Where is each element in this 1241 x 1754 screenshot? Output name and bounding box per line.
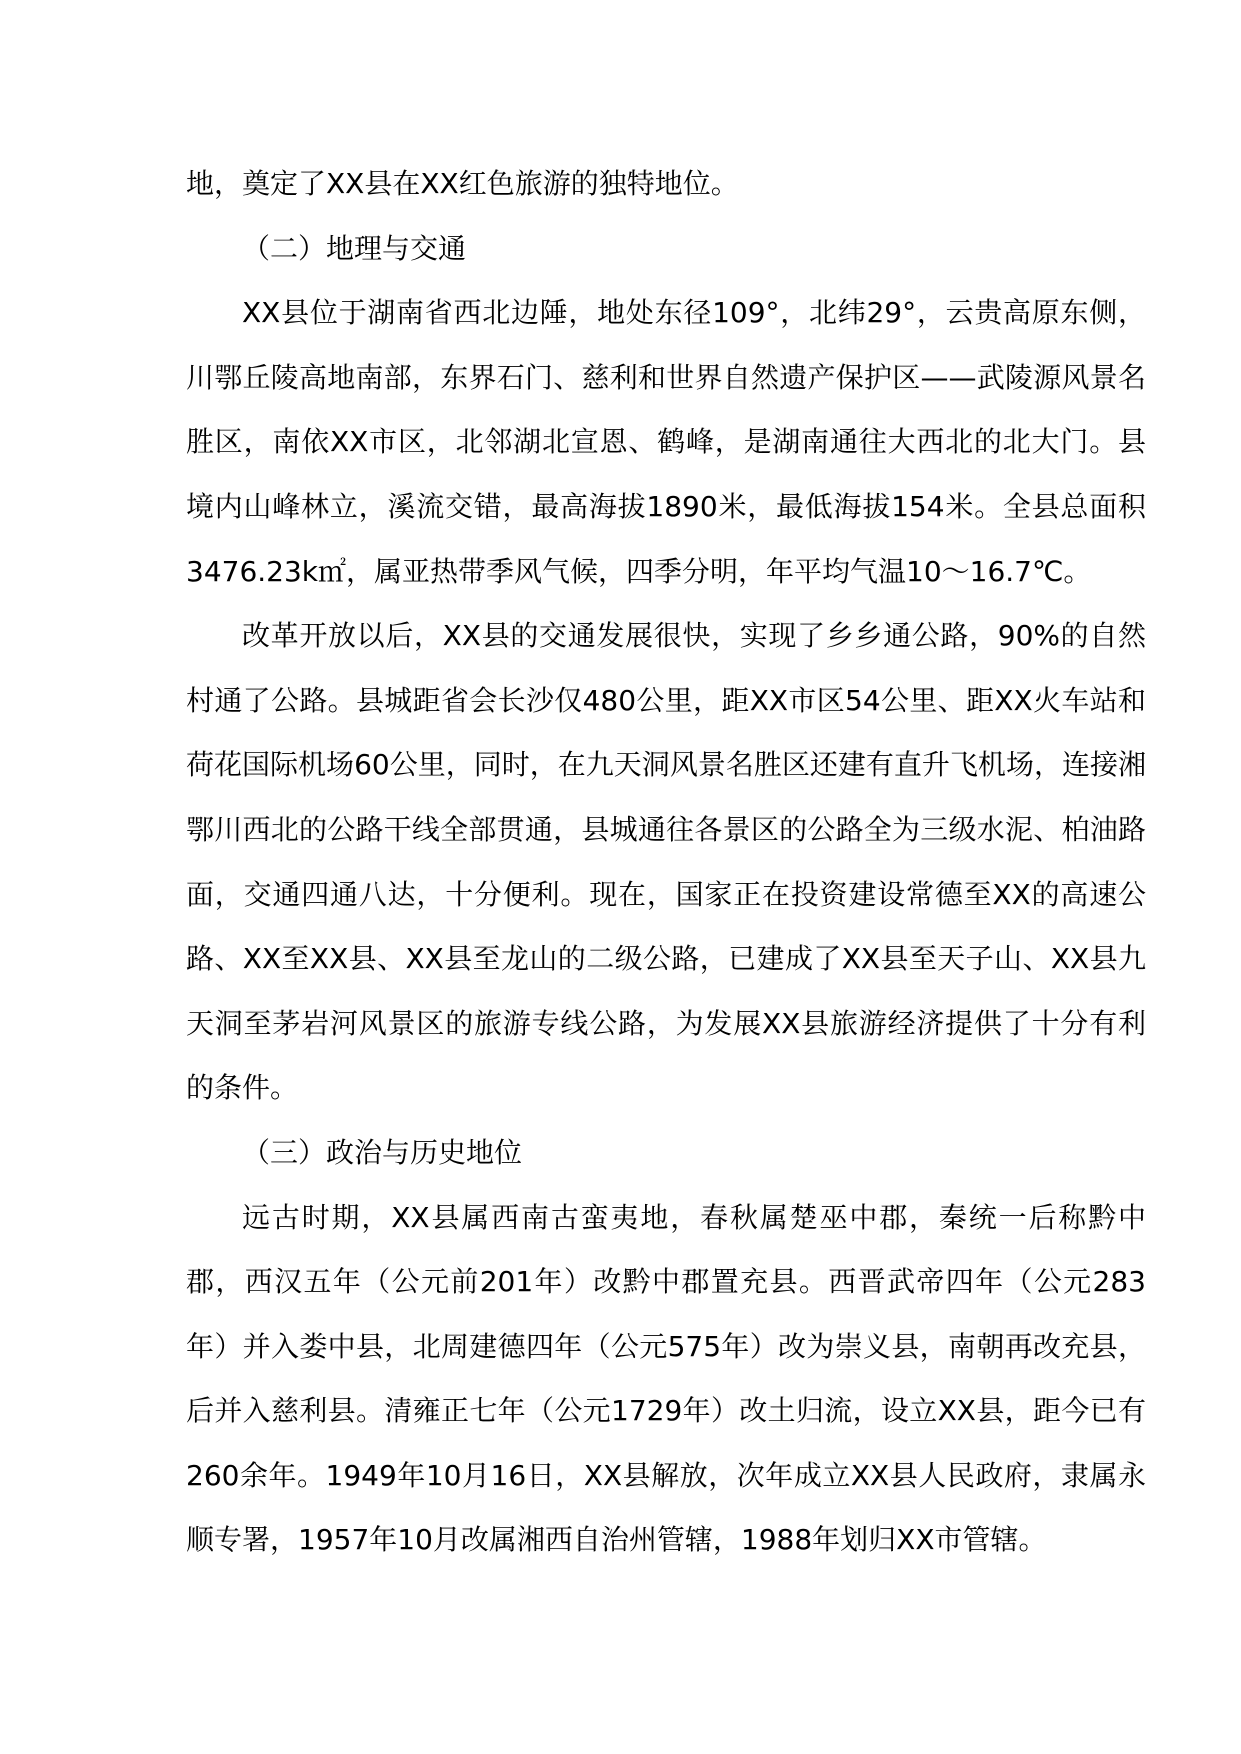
paragraph-location: XX县位于湖南省西北边陲，地处东径109°，北纬29°，云贵高原东侧，川鄂丘陵高地南部，东界石门、慈利和世界自然遗产保护区——武陵源风景名胜区，南依XX市区，北邻湖北宣恩、鹤峰，是湖南通往大西北的北大门。县境内山峰林立，溪流交错，最高海拔1890米，最低海拔154米。全县总面积3476.23k㎡，属亚热带季风气候，四季分明，年平均气温10～16.7℃。	[186, 296, 1146, 588]
section-heading-history: （三）政治与历史地位	[242, 1135, 523, 1169]
continuation-paragraph: 地，奠定了XX县在XX红色旅游的独特地位。	[186, 167, 739, 200]
paragraph-transport: 改革开放以后，XX县的交通发展很快，实现了乡乡通公路，90%的自然村通了公路。县城距省会长沙仅480公里，距XX市区54公里、距XX火车站和荷花国际机场60公里，同时，在九天洞风景名胜区还建有直升飞机场，连接湘鄂川西北的公路干线全部贯通，县城通往各景区的公路全为三级水泥、柏油路面，交通四通八达，十分便利。现在，国家正在投资建设常德至XX的高速公路、XX至XX县、XX县至龙山的二级公路，已建成了XX县至天子山、XX县九天洞至茅岩河风景区的旅游专线公路，为发展XX县旅游经济提供了十分有利的条件。	[186, 619, 1146, 1105]
section-heading-geography: （二）地理与交通	[242, 231, 467, 265]
paragraph-history: 远古时期，XX县属西南古蛮夷地，春秋属楚巫中郡，秦统一后称黔中郡，西汉五年（公元前201年）改黔中郡置充县。西晋武帝四年（公元283年）并入娄中县，北周建德四年（公元575年）改为崇义县，南朝再改充县，后并入慈利县。清雍正七年（公元1729年）改土归流，设立XX县，距今已有260余年。1949年10月16日，XX县解放，次年成立XX县人民政府，隶属永顺专署，1957年10月改属湘西自治州管辖，1988年划归XX市管辖。	[186, 1200, 1146, 1557]
document-body	[186, 152, 1146, 1573]
